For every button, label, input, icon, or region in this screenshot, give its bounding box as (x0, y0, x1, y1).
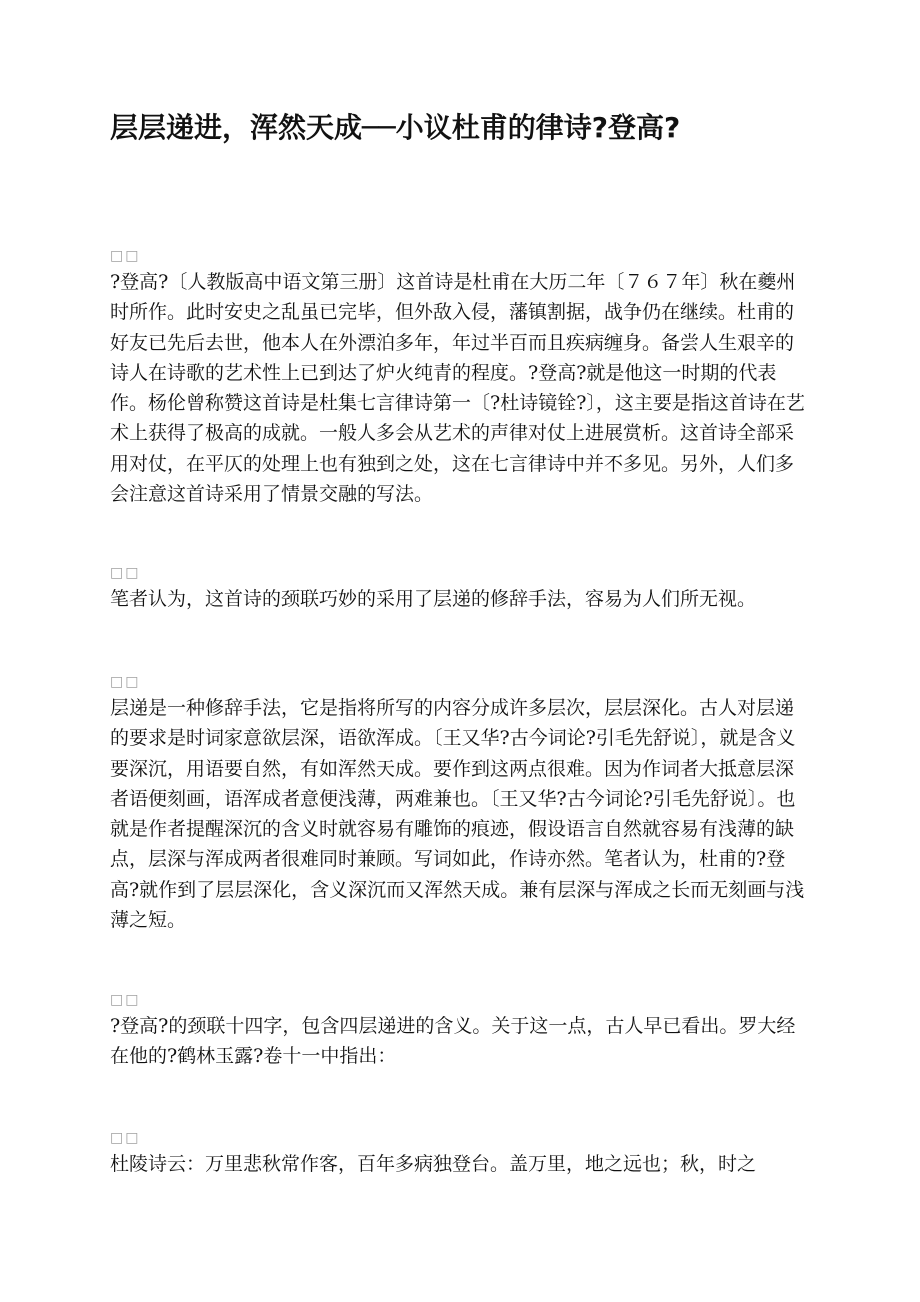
paragraph-marker: □□ (110, 565, 141, 581)
paragraph-text: 笔者认为，这首诗的颈联巧妙的采用了层递的修辞手法，容易为人们所无视。 (110, 588, 757, 610)
paragraph-text: ?登高?的颈联十四字，包含四层递进的含义。关于这一点，古人早已看出。罗大经在他的?鹤林玉露?卷十一中指出： (110, 1015, 796, 1068)
document-title: 层层递进，浑然天成──小议杜甫的律诗?登高? (110, 111, 681, 144)
paragraph-3 (110, 673, 810, 935)
paragraph-marker: □□ (110, 248, 141, 264)
paragraph-marker: □□ (110, 992, 141, 1008)
paragraph-1 (110, 247, 810, 509)
paragraph-text: ?登高?〔人教版高中语文第三册〕这首诗是杜甫在大历二年〔７６７年〕秋在夔州时所作。此时安史之乱虽已完毕，但外敌入侵，藩镇割据，战争仍在继续。杜甫的好友已先后去世，他本人在外漂泊多年，年过半百而且疾病缠身。备尝人生艰辛的诗人在诗歌的艺术性上已到达了炉火纯青的程度。?登高?就是他这一时期的代表作。杨伦曾称赞这首诗是杜集七言律诗第一〔?杜诗镜铨?〕，这主要是指这首诗在艺术上获得了极高的成就。一般人多会从艺术的声律对仗上进展赏析。这首诗全部采用对仗，在平仄的处理上也有独到之处，这在七言律诗中并不多见。另外，人们多会注意这首诗采用了情景交融的写法。 (110, 271, 805, 506)
paragraph-marker: □□ (110, 1130, 141, 1146)
paragraph-2 (110, 564, 810, 614)
paragraph-text: 层递是一种修辞手法，它是指将所写的内容分成许多层次，层层深化。古人对层递的要求是时词家意欲层深，语欲浑成。〔王又华?古今词论?引毛先舒说〕，就是含义要深沉，用语要自然，有如浑然天成。要作到这两点很难。因为作词者大抵意层深者语便刻画，语浑成者意便浅薄，两难兼也。〔王又华?古今词论?引毛先舒说〕。也就是作者提醒深沉的含义时就容易有雕饰的痕迹，假设语言自然就容易有浅薄的缺点，层深与浑成两者很难同时兼顾。写词如此，作诗亦然。笔者认为，杜甫的?登高?就作到了层层深化，含义深沉而又浑然天成。兼有层深与浑成之长而无刻画与浅薄之短。 (110, 697, 805, 932)
paragraph-marker: □□ (110, 674, 141, 690)
paragraph-text: 杜陵诗云：万里悲秋常作客，百年多病独登台。盖万里，地之远也；秋，时之 (110, 1153, 757, 1175)
paragraph-5 (110, 1129, 810, 1179)
paragraph-4 (110, 991, 810, 1072)
